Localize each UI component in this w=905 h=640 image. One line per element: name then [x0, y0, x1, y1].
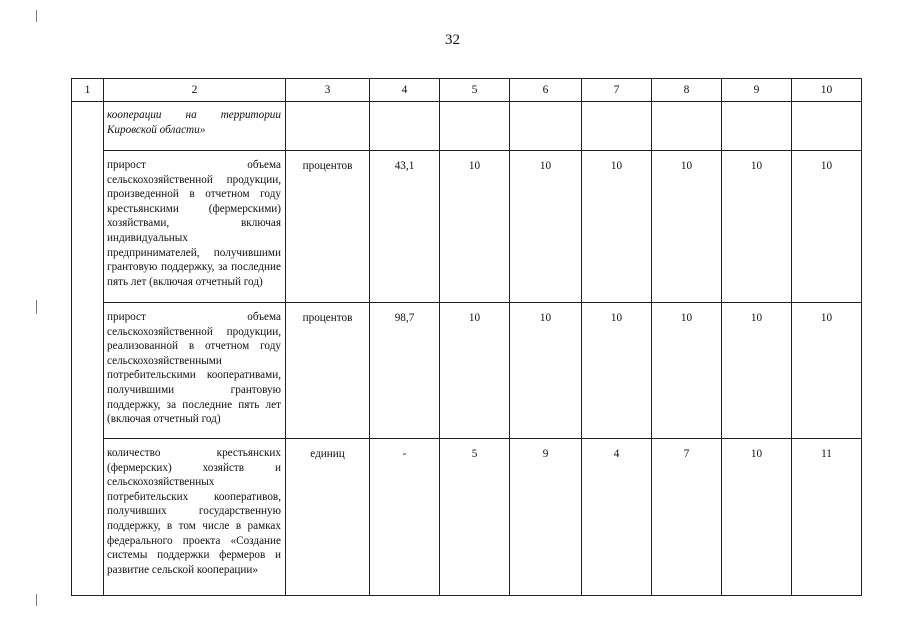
value-cell: 10 [440, 151, 510, 303]
header-cell-4: 4 [370, 79, 440, 102]
indicator-description: прирост объема сельскохозяйственной продукции, реализованной в отчетном году сельскохозяйственными потребительскими кооперативами, получившими грантовую поддержку, за последние пять лет (включая отчетный год) [104, 303, 286, 439]
scan-mark-mid [36, 300, 37, 314]
page-number: 32 [445, 32, 460, 48]
header-cell-2: 2 [104, 79, 286, 102]
indicator-description: количество крестьянских (фермерских) хозяйств и сельскохозяйственных потребительских кооперативов, получивших государственную поддержку, в том числе в рамках федерального проекта «Создание системы поддержки фермеров и развитие сельской кооперации» [104, 439, 286, 596]
scan-mark-bottom [36, 594, 37, 606]
unit-cell [286, 102, 370, 151]
header-cell-7: 7 [582, 79, 652, 102]
table-row [72, 303, 862, 439]
value-cell: 10 [792, 151, 862, 303]
value-cell: - [370, 439, 440, 596]
header-cell-8: 8 [652, 79, 722, 102]
value-cell: 7 [652, 439, 722, 596]
header-cell-10: 10 [792, 79, 862, 102]
value-cell: 10 [582, 303, 652, 439]
value-cell: 5 [440, 439, 510, 596]
value-cell: 98,7 [370, 303, 440, 439]
value-cell: 10 [722, 303, 792, 439]
value-cell: 10 [652, 151, 722, 303]
value-cell: 4 [582, 439, 652, 596]
value-cell: 10 [510, 303, 582, 439]
table-row [72, 151, 862, 303]
value-cell [792, 102, 862, 151]
header-cell-3: 3 [286, 79, 370, 102]
value-cell: 10 [652, 303, 722, 439]
value-cell: 10 [722, 439, 792, 596]
row-number-cell [72, 102, 104, 596]
table-row [72, 439, 862, 596]
value-cell [440, 102, 510, 151]
table-row [72, 102, 862, 151]
value-cell [510, 102, 582, 151]
indicator-description: кооперации на территории Кировской области» [104, 102, 286, 151]
unit-cell: единиц [286, 439, 370, 596]
value-cell: 9 [510, 439, 582, 596]
scan-mark-top [36, 10, 37, 22]
value-cell: 10 [792, 303, 862, 439]
value-cell [652, 102, 722, 151]
value-cell [582, 102, 652, 151]
value-cell: 10 [440, 303, 510, 439]
header-cell-1: 1 [72, 79, 104, 102]
unit-cell: процентов [286, 151, 370, 303]
unit-cell: процентов [286, 303, 370, 439]
value-cell [722, 102, 792, 151]
indicator-description: прирост объема сельскохозяйственной продукции, произведенной в отчетном году крестьянскими (фермерскими) хозяйствами, включая индивидуальных предпринимателей, получившими грантовую поддержку, за последние пять лет (включая отчетный год) [104, 151, 286, 303]
value-cell [370, 102, 440, 151]
header-cell-9: 9 [722, 79, 792, 102]
value-cell: 43,1 [370, 151, 440, 303]
table-header-row [72, 79, 862, 102]
value-cell: 10 [582, 151, 652, 303]
header-cell-5: 5 [440, 79, 510, 102]
value-cell: 10 [722, 151, 792, 303]
header-cell-6: 6 [510, 79, 582, 102]
indicator-table [71, 78, 862, 596]
value-cell: 11 [792, 439, 862, 596]
value-cell: 10 [510, 151, 582, 303]
